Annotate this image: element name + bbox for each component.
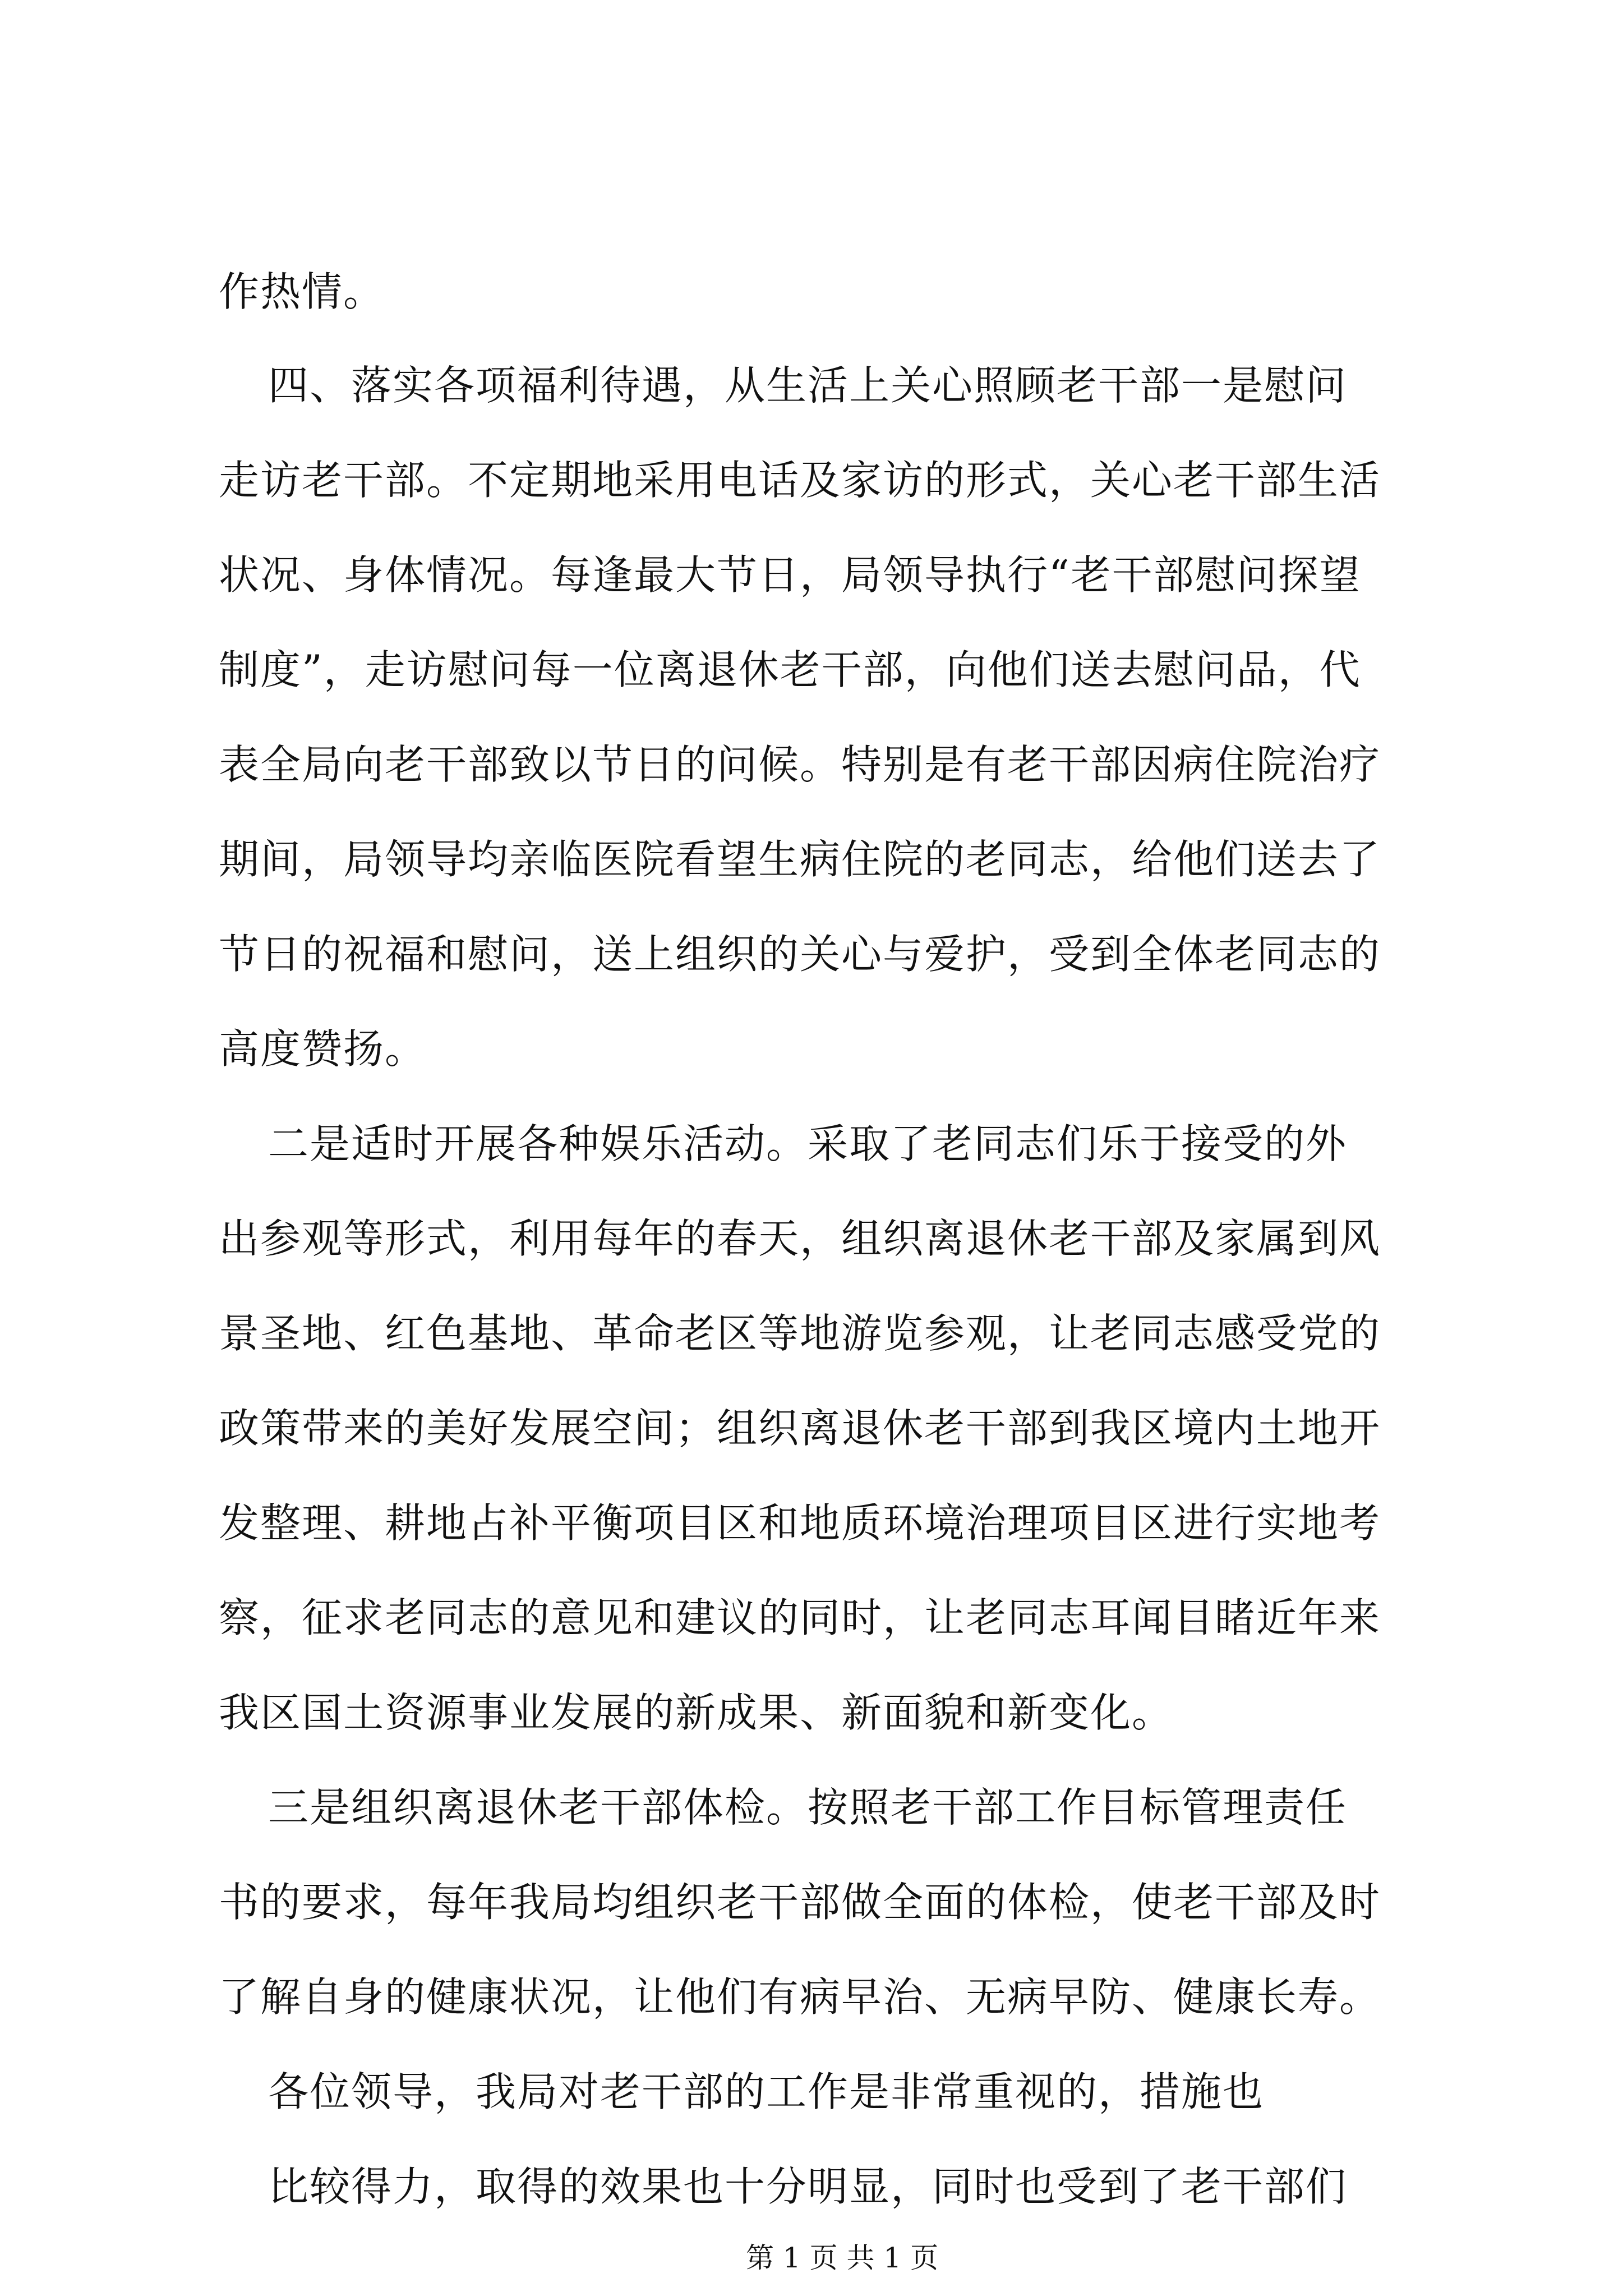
text-line: 察，征求老同志的意见和建议的同时，让老同志耳闻目睹近年来: [219, 1594, 1381, 1641]
text-line: 四、落实各项福利待遇，从生活上关心照顾老干部一是慰问: [268, 362, 1348, 409]
text-line: 状况、身体情况。每逢最大节日，局领导执行“老干部慰问探望: [219, 551, 1361, 599]
text-line: 政策带来的美好发展空间；组织离退休老干部到我区境内土地开: [219, 1405, 1381, 1452]
page-footer: 第 1 页 共 1 页: [746, 2242, 939, 2274]
text-line: 我区国土资源事业发展的新成果、新面貌和新变化。: [219, 1689, 1174, 1736]
text-line: 制度”，走访慰问每一位离退休老干部，向他们送去慰问品，代: [219, 646, 1361, 693]
text-line: 比较得力，取得的效果也十分明显，同时也受到了老干部们: [268, 2163, 1348, 2210]
text-line: 出参观等形式，利用每年的春天，组织离退休老干部及家属到风: [219, 1215, 1381, 1262]
text-line: 二是适时开展各种娱乐活动。采取了老同志们乐于接受的外: [268, 1120, 1348, 1167]
text-line: 高度赞扬。: [219, 1025, 427, 1073]
text-line: 景圣地、红色基地、革命老区等地游览参观，让老同志感受党的: [219, 1310, 1381, 1357]
text-line: 三是组织离退休老干部体检。按照老干部工作目标管理责任: [268, 1784, 1348, 1831]
text-line: 各位领导，我局对老干部的工作是非常重视的，措施也: [268, 2068, 1265, 2115]
text-line: 节日的祝福和慰问，送上组织的关心与爱护，受到全体老同志的: [219, 931, 1381, 978]
text-line: 期间，局领导均亲临医院看望生病住院的老同志，给他们送去了: [219, 836, 1381, 883]
text-line: 表全局向老干部致以节日的问候。特别是有老干部因病住院治疗: [219, 741, 1381, 788]
text-line: 书的要求，每年我局均组织老干部做全面的体检，使老干部及时: [219, 1879, 1381, 1926]
text-line: 了解自身的健康状况，让他们有病早治、无病早防、健康长寿。: [219, 1973, 1381, 2021]
text-line: 作热情。: [219, 268, 385, 315]
text-line: 发整理、耕地占补平衡项目区和地质环境治理项目区进行实地考: [219, 1499, 1381, 1547]
text-line: 走访老干部。不定期地采用电话及家访的形式，关心老干部生活: [219, 457, 1381, 504]
